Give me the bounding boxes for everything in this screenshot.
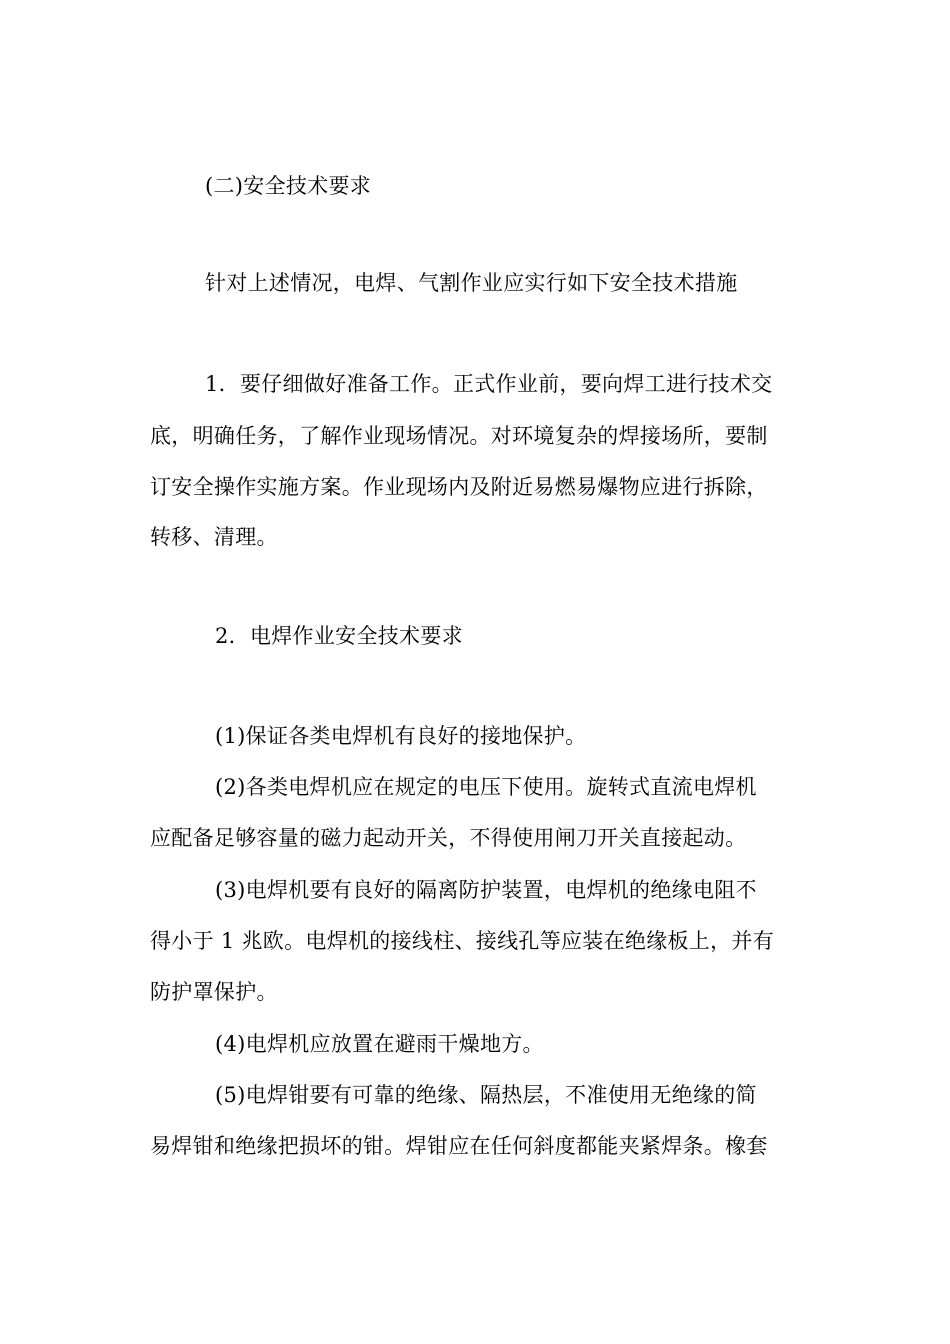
paragraph-line: 易焊钳和绝缘把损坏的钳。焊钳应在任何斜度都能夹紧焊条。橡套 [150, 1134, 768, 1158]
paragraph-line: 防护罩保护。 [150, 980, 278, 1004]
paragraph-line: 转移、清理。 [150, 525, 278, 549]
paragraph-line: 1．要仔细做好准备工作。正式作业前，要向焊工进行技术交 [205, 372, 773, 396]
section-heading: (二)安全技术要求 [205, 174, 372, 198]
paragraph-line: 订安全操作实施方案。作业现场内及附近易燃易爆物应进行拆除， [150, 475, 768, 499]
paragraph-line: 底，明确任务，了解作业现场情况。对环境复杂的焊接场所，要制 [150, 424, 768, 448]
paragraph-line: 得小于 1 兆欧。电焊机的接线柱、接线孔等应装在绝缘板上，并有 [150, 929, 775, 953]
item-2-heading: 2．电焊作业安全技术要求 [215, 624, 463, 648]
item-2-sub-1: (1)保证各类电焊机有良好的接地保护。 [215, 724, 587, 748]
paragraph-line: (2)各类电焊机应在规定的电压下使用。旋转式直流电焊机 [215, 775, 757, 799]
intro-paragraph: 针对上述情况，电焊、气割作业应实行如下安全技术措施 [205, 271, 738, 295]
paragraph-line: (3)电焊机要有良好的隔离防护装置，电焊机的绝缘电阻不 [215, 878, 757, 902]
paragraph-line: 应配备足够容量的磁力起动开关，不得使用闸刀开关直接起动。 [150, 826, 747, 850]
paragraph-line: (5)电焊钳要有可靠的绝缘、隔热层，不准使用无绝缘的简 [215, 1083, 757, 1107]
item-2-sub-4: (4)电焊机应放置在避雨干燥地方。 [215, 1032, 544, 1056]
